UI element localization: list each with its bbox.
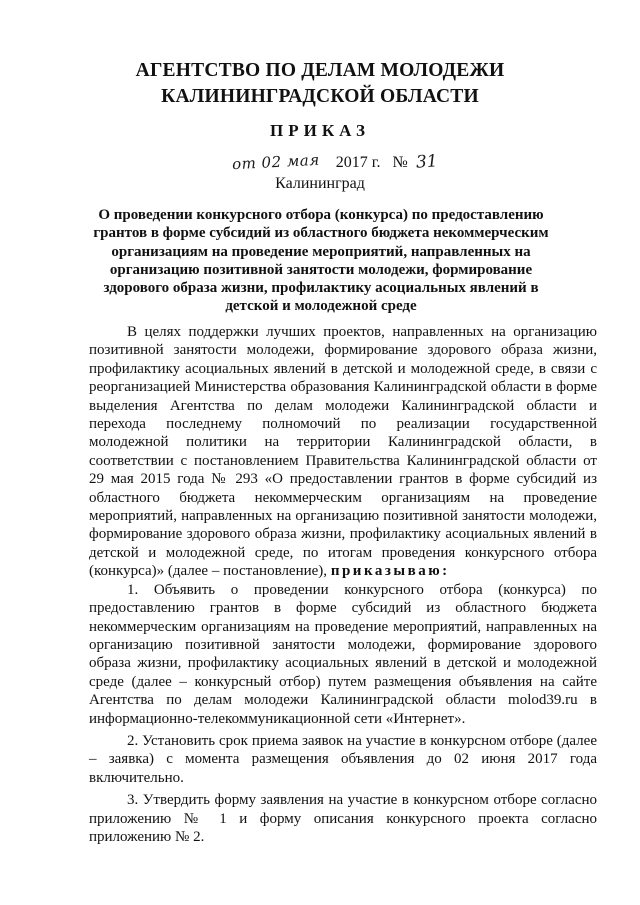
handwritten-order-number: 31 [415, 151, 439, 173]
handwritten-date: от 02 мая [231, 150, 321, 174]
order-body [89, 323, 597, 846]
city-name: Калининград [275, 175, 365, 192]
order-item-2: 2. Установить срок приема заявок на участие в конкурсном отборе (далее – заявка) с момента размещения объявления до 02 июня 2017 года включительно. [89, 732, 597, 786]
agency-name-line-2: КАЛИНИНГРАДСКОЙ ОБЛАСТИ [161, 86, 479, 107]
order-item-3: 3. Утвердить форму заявления на участие в конкурсном отборе согласно приложению № 1 и форму описания конкурсного проекта согласно приложению № 2. [89, 792, 597, 845]
order-subject-heading: О проведении конкурсного отбора (конкурса) по предоставлению грантов в форме субсидий из областного бюджета некоммерческим организациям на проведение мероприятий, направленных на организацию позитивной занятости молодежи, формирование здорового образа жизни, профилактику асоциальных явлений в детской и молодежной среде [93, 207, 549, 315]
order-date-number-line [232, 152, 532, 176]
order-directive-word: приказываю: [330, 563, 450, 580]
order-item-1: 1. Объявить о проведении конкурсного отбора (конкурса) по предоставлению грантов в форме субсидий из областного бюджета некоммерческим организациям на проведение мероприятий, направленных на организацию позитивной занятости молодежи, формирование здорового образа жизни, профилактику асоциальных явлений в детской и молодежной среде (далее – конкурсный отбор) путем размещения объявления на сайте Агентства по делам молодежи Калининградской области molod39.ru в информационно-телекоммуникационной сети «Интернет». [89, 581, 597, 727]
number-sign: № [392, 154, 408, 171]
agency-name-line-1: АГЕНТСТВО ПО ДЕЛАМ МОЛОДЕЖИ [135, 60, 505, 81]
preamble-paragraph [89, 323, 597, 581]
preamble-text: В целях поддержки лучших проектов, направленных на организацию позитивной занятости молодежи, формирование здорового образа жизни, профилактику асоциальных явлений в детской и молодежной среде, в связи с реорганизацией Министерства образования Калининградской области в форме выделения Агентства по делам молодежи Калининградской области и перехода последнему полномочий по реализации государственной молодежной политики на территории Калининградской области, в соответствии с постановлением Правительства Калининградской области от 29 мая 2015 года № 293 «О предоставлении грантов в форме субсидий из областного бюджета некоммерческим организациям на проведение мероприятий, направленных на организацию позитивной занятости молодежи, формирование здорового образа жизни, профилактику асоциальных явлений в детской и молодежной среде, по итогам проведения конкурсного отбора (конкурса)» (далее – постановление), [89, 324, 597, 580]
document-type-title: ПРИКАЗ [270, 121, 370, 140]
order-year: 2017 г. [335, 154, 381, 171]
agency-name [0, 58, 640, 110]
